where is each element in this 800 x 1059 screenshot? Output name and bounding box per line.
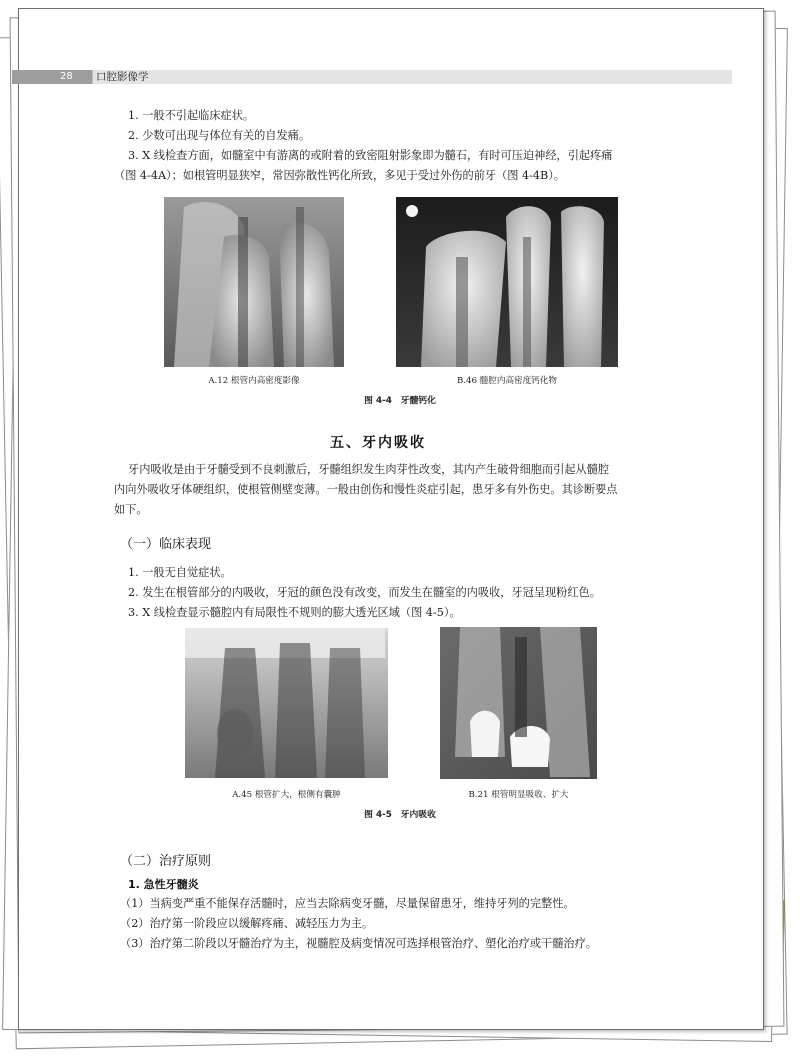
list-item: （1）当病变严重不能保存活髓时，应当去除病变牙髓，尽量保留患牙，维持牙列的完整性。 bbox=[120, 897, 575, 910]
list-item: 3. X 线检查方面，如髓室中有游离的或附着的致密阻射影象即为髓石，有时可压迫神经，引起疼痛 bbox=[128, 149, 613, 162]
subsection-heading: （二）治疗原则 bbox=[120, 854, 212, 869]
figure-caption-a: A.45 根管扩大，根侧有囊肿 bbox=[232, 790, 341, 800]
list-item: （2）治疗第一阶段应以缓解疼痛、减轻压力为主。 bbox=[120, 917, 374, 930]
list-item: 2. 少数可出现与体位有关的自发痛。 bbox=[128, 129, 311, 142]
list-item: 3. X 线检查显示髓腔内有局限性不规则的膨大透光区域（图 4-5）。 bbox=[128, 606, 461, 619]
list-item: 1. 一般无自觉症状。 bbox=[128, 566, 232, 579]
figure-caption-b: B.21 根管明显吸收、扩大 bbox=[468, 790, 569, 800]
list-item: 1. 一般不引起临床症状。 bbox=[128, 109, 255, 122]
xray-graphic bbox=[396, 197, 618, 367]
xray-graphic bbox=[185, 628, 388, 778]
list-item: （3）治疗第二阶段以牙髓治疗为主，视髓腔及病变情况可选择根管治疗、塑化治疗或干髓治疗。 bbox=[120, 937, 597, 950]
section-heading: 五、牙内吸收 bbox=[330, 435, 426, 451]
xray-image-4-4b bbox=[396, 197, 618, 367]
xray-graphic bbox=[440, 627, 597, 779]
running-title: 口腔影像学 bbox=[96, 71, 149, 83]
xray-image-4-5a bbox=[185, 628, 388, 778]
list-item-continuation: （图 4-4A）；如根管明显狭窄，常因弥散性钙化所致，多见于受过外伤的前牙（图 4-4B）。 bbox=[114, 169, 565, 182]
figure-title: 图 4-5 牙内吸收 bbox=[364, 810, 436, 820]
page-number: 28 bbox=[60, 71, 73, 82]
body-paragraph-line: 如下。 bbox=[114, 503, 148, 516]
figure-title: 图 4-4 牙髓钙化 bbox=[364, 396, 436, 406]
subsection-heading: （一）临床表现 bbox=[120, 537, 212, 552]
xray-graphic bbox=[164, 197, 344, 367]
xray-image-4-5b bbox=[440, 627, 597, 779]
body-paragraph-line: 牙内吸收是由于牙髓受到不良刺激后，牙髓组织发生肉芽性改变，其内产生破骨细胞而引起从髓腔 bbox=[128, 463, 610, 476]
body-paragraph-line: 内向外吸收牙体硬组织，使根管侧壁变薄。一般由创伤和慢性炎症引起，患牙多有外伤史。其诊断要点 bbox=[114, 483, 618, 496]
treatment-subheading: 1. 急性牙髓炎 bbox=[128, 878, 199, 891]
figure-caption-a: A.12 根管内高密度影像 bbox=[208, 376, 300, 386]
xray-image-4-4a bbox=[164, 197, 344, 367]
figure-caption-b: B.46 髓腔内高密度钙化物 bbox=[456, 376, 558, 386]
list-item: 2. 发生在根管部分的内吸收，牙冠的颜色没有改变，而发生在髓室的内吸收，牙冠呈现粉红色。 bbox=[128, 586, 601, 599]
